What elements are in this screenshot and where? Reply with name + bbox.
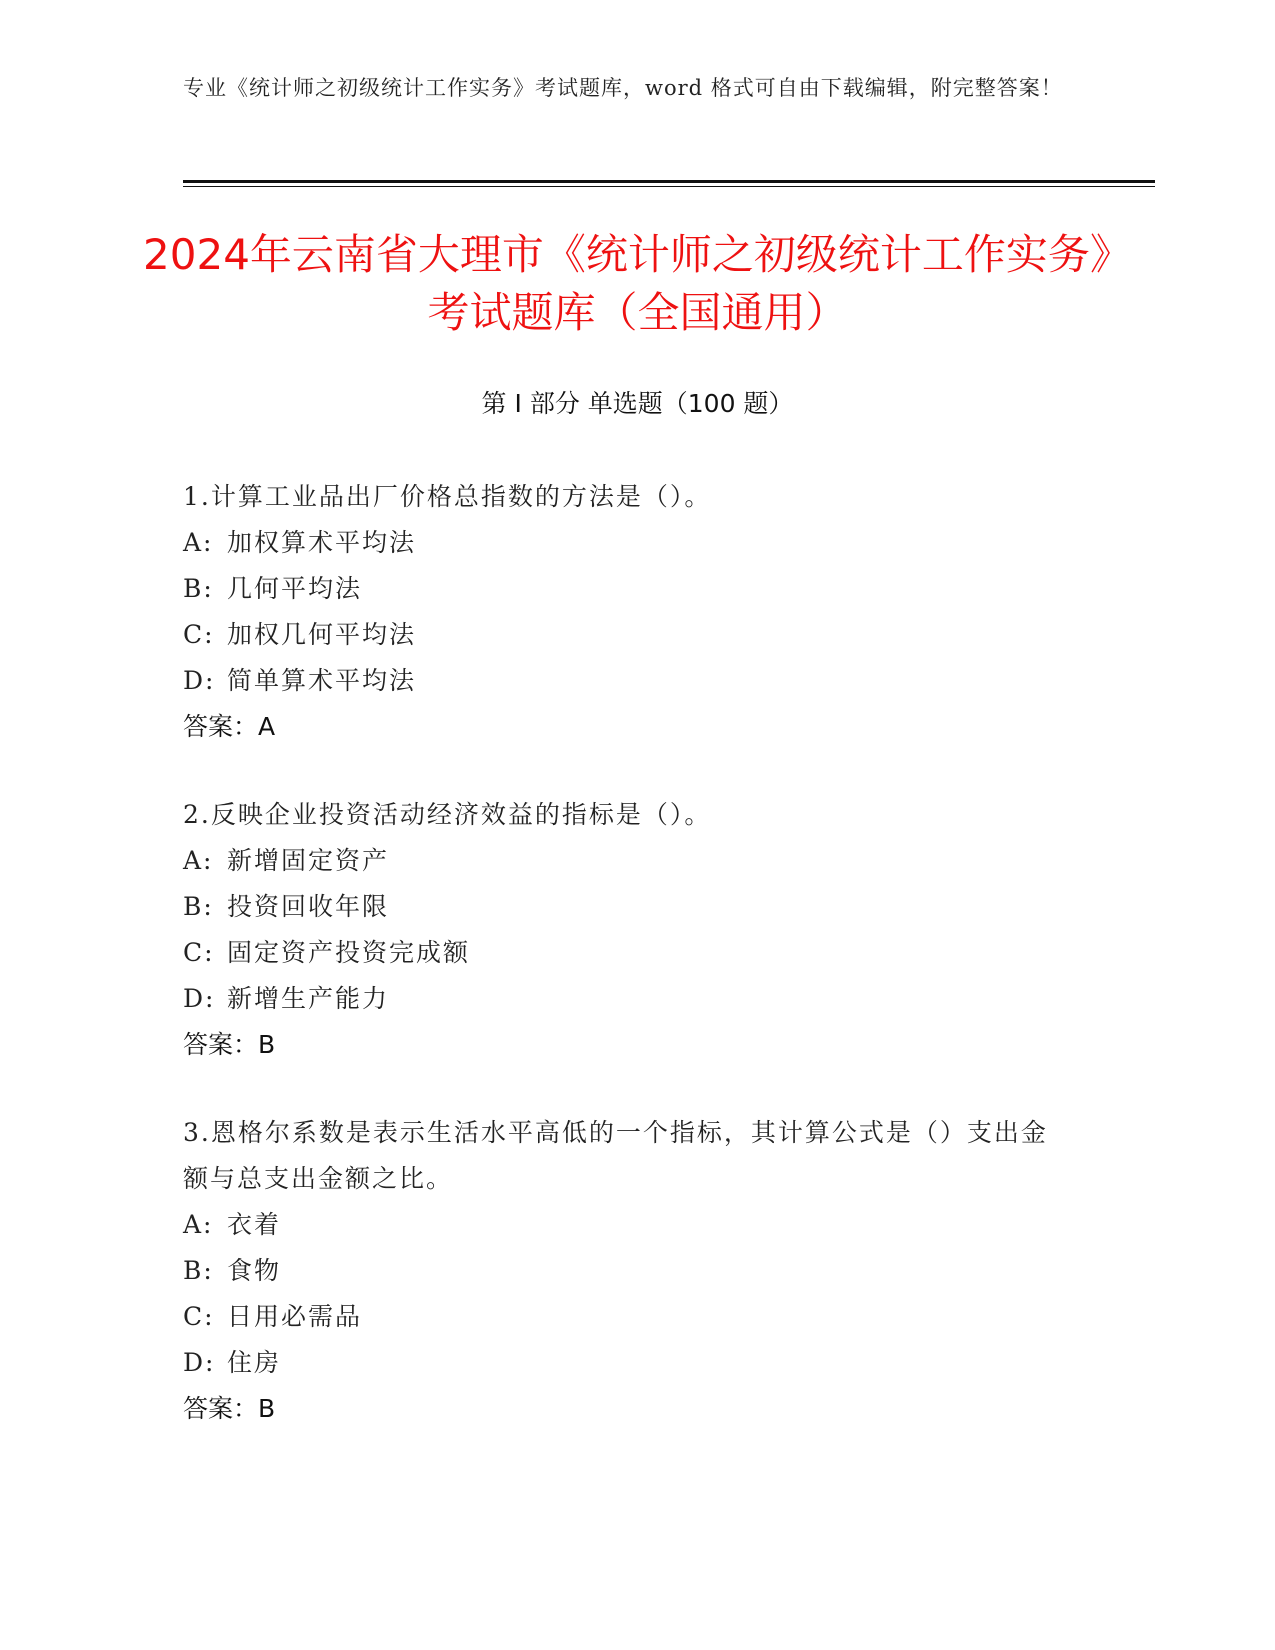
option-text: 加权几何平均法 (227, 620, 417, 649)
answer-line: 答案：A (183, 712, 276, 741)
option-c (183, 930, 1063, 976)
option-text: 衣着 (227, 1210, 282, 1239)
option-letter: D: (183, 666, 216, 695)
answer-line: 答案：B (183, 1394, 276, 1423)
answer-line: 答案：B (183, 1030, 276, 1059)
option-c (183, 1294, 1063, 1340)
option-text: 住房 (227, 1348, 282, 1377)
option-text: 几何平均法 (227, 574, 363, 603)
option-letter: D: (183, 1348, 216, 1377)
option-letter: C: (183, 1302, 215, 1331)
option-letter: B: (183, 574, 214, 603)
option-a (183, 520, 1063, 566)
option-text: 加权算术平均法 (227, 528, 417, 557)
option-text: 食物 (227, 1256, 282, 1285)
option-d (183, 658, 1063, 704)
option-letter: B: (183, 892, 214, 921)
option-b (183, 1248, 1063, 1294)
question-2 (183, 792, 1063, 1068)
option-text: 日用必需品 (227, 1302, 363, 1331)
option-d (183, 1340, 1063, 1386)
option-d (183, 976, 1063, 1022)
section-heading: 第 I 部分 单选题（100 题） (481, 389, 794, 418)
question-stem: 1.计算工业品出厂价格总指数的方法是（）。 (183, 482, 712, 511)
option-c (183, 612, 1063, 658)
option-letter: C: (183, 620, 215, 649)
option-text: 简单算术平均法 (227, 666, 417, 695)
option-a (183, 838, 1063, 884)
header-divider-thick (183, 180, 1155, 183)
option-text: 新增固定资产 (227, 846, 390, 875)
option-letter: A: (183, 846, 214, 875)
option-letter: A: (183, 528, 214, 557)
option-letter: A: (183, 1210, 214, 1239)
option-letter: C: (183, 938, 215, 967)
option-letter: D: (183, 984, 216, 1013)
document-title: 2024年云南省大理市《统计师之初级统计工作实务》考试题库（全国通用） (143, 230, 1132, 337)
option-b (183, 884, 1063, 930)
option-text: 投资回收年限 (227, 892, 390, 921)
option-text: 新增生产能力 (227, 984, 390, 1013)
question-1 (183, 474, 1063, 750)
option-text: 固定资产投资完成额 (227, 938, 471, 967)
header-divider-thin (183, 186, 1155, 187)
option-a (183, 1202, 1063, 1248)
question-stem: 3.恩格尔系数是表示生活水平高低的一个指标，其计算公式是（）支出金额与总支出金额之比。 (183, 1118, 1048, 1193)
question-3 (183, 1110, 1063, 1432)
question-stem: 2.反映企业投资活动经济效益的指标是（）。 (183, 800, 712, 829)
option-letter: B: (183, 1256, 214, 1285)
option-b (183, 566, 1063, 612)
header-note: 专业《统计师之初级统计工作实务》考试题库，word 格式可自由下载编辑，附完整答案！ (183, 76, 1063, 100)
